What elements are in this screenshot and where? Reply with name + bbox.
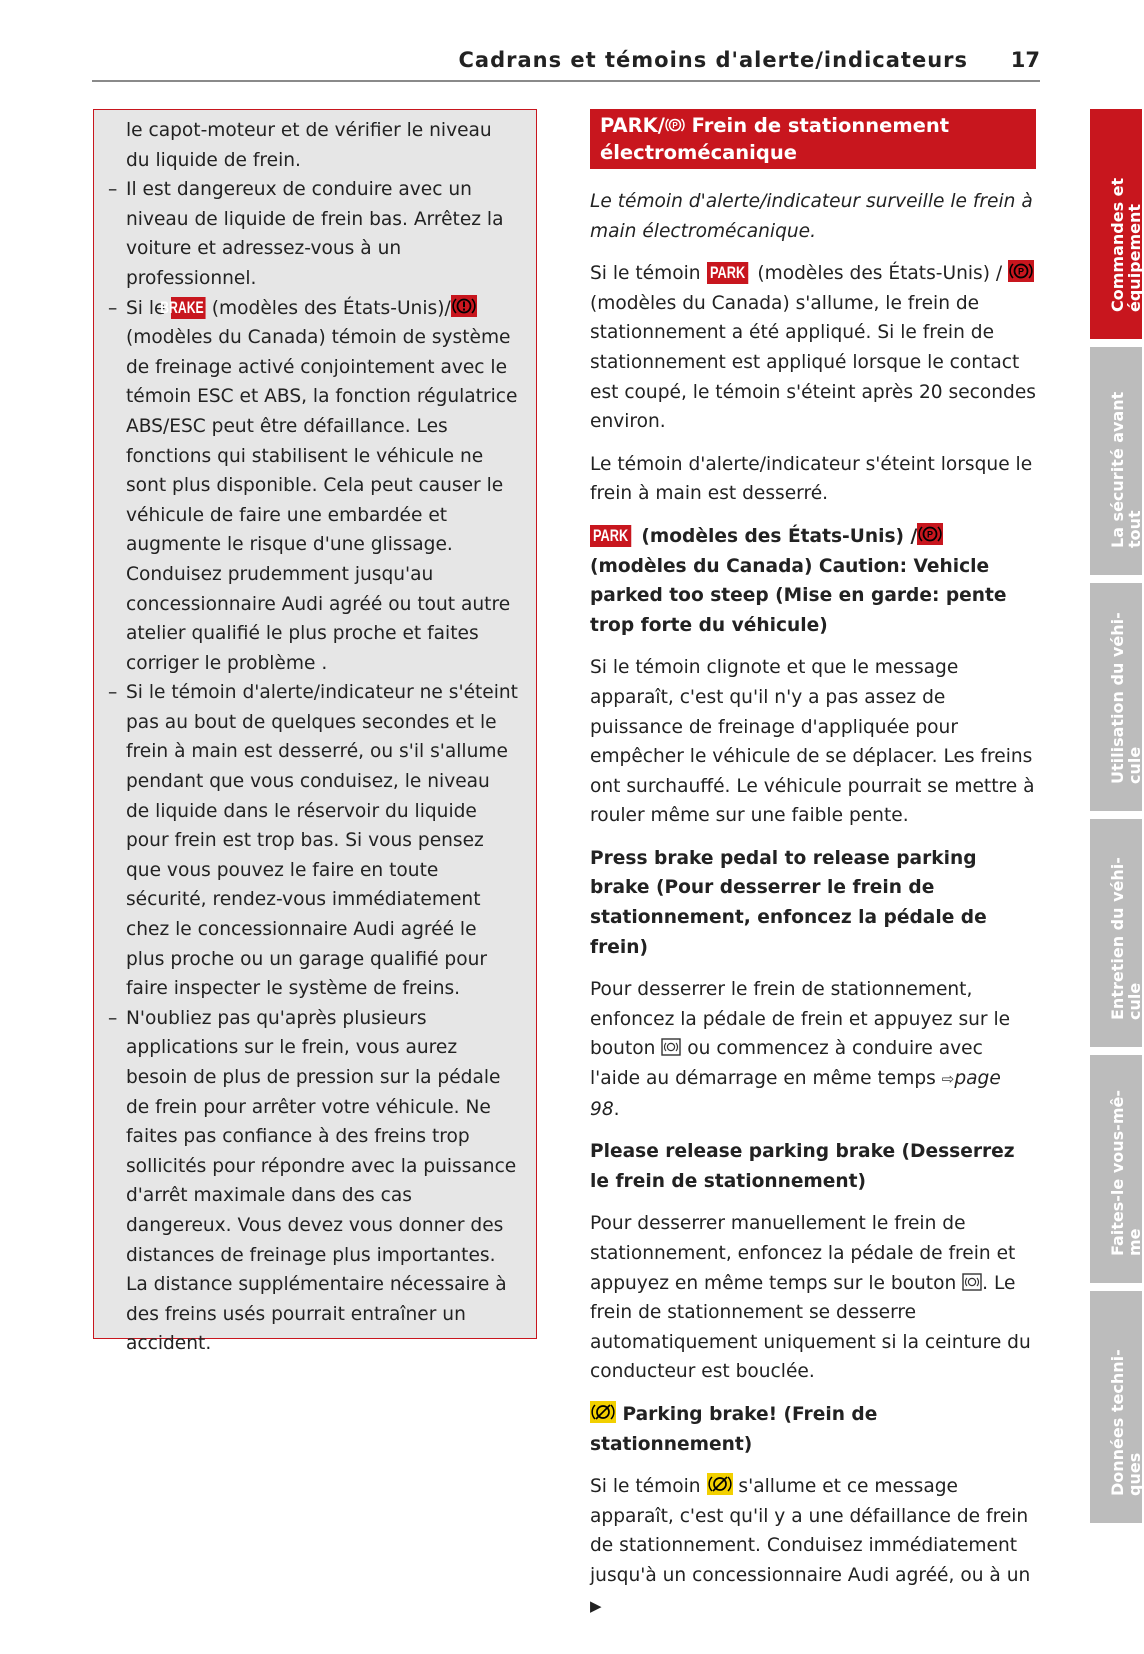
parking-brake-red-icon: [1008, 260, 1034, 282]
tab-faites-le-vous-meme[interactable]: Faites-le vous-mê- me: [1090, 1055, 1142, 1283]
warning-item: – Il est dangereux de conduire avec un niveau de liquide de frein bas. Arrêtez la voiture et adressez-vous à un professionnel.: [108, 179, 504, 289]
page-number: 17: [1010, 48, 1040, 72]
parking-brake-fault-icon: [707, 1473, 733, 1495]
tab-commandes-equipement[interactable]: Commandes et équipement: [1090, 109, 1142, 339]
brake-badge: BRAKE: [171, 297, 206, 319]
park-badge: PARK: [590, 525, 631, 547]
continue-arrow-icon: ▶: [590, 1596, 602, 1615]
svg-text:P: P: [927, 529, 934, 540]
warning-item: – Si le témoin d'alerte/indicateur ne s'éteint pas au bout de quelques secondes et le frein à main est desserré, ou s'il s'allume pendant que vous conduisez, le niveau de liquide dans le réservoir du liquide pour frein est trop bas. Si vous pensez que vous pouvez le faire en toute sécurité, rendez-vous immédiatement chez le concessionnaire Audi agréé le plus proche ou un garage qualifié pour faire inspecter le système de freins.: [108, 682, 518, 1000]
page-header: [92, 44, 1040, 82]
paragraph: Si le témoin clignote et que le message apparaît, c'est qu'il n'y a pas assez de puissance de freinage d'appliquée pour empêcher le véhicule de se déplacer. Les freins ont surchauffé. Le véhicule pourrait se mettre à rouler même sur une faible pente.: [590, 657, 1035, 827]
section-lead: Le témoin d'alerte/indicateur surveille le frein à main électromécanique.: [590, 191, 1033, 242]
parking-button-icon: [661, 1038, 681, 1056]
parking-circle-icon: [665, 116, 685, 134]
warning-item: – N'oubliez pas qu'après plusieurs applications sur le frein, vous aurez besoin de plus de pression sur la pédale de frein pour arrêter votre véhicule. Ne faites pas confiance à des freins trop sollicités pour répondre avec la puissance d'arrêt maximale dans des cas dangereux. Vous devez vous donner des distances de freinage plus importantes. La distance supplémentaire nécessaire à des freins usés pourrait entraîner un accident.: [108, 1007, 517, 1355]
tab-securite[interactable]: La sécurité avant tout: [1090, 347, 1142, 575]
paragraph: Si le témoin s'allume et ce message apparaît, c'est qu'il y a une défaillance de frein de stationnement. Conduisez immédiatement jusqu'à un concessionnaire Audi agréé, ou à un ▶: [590, 1472, 1036, 1621]
tab-donnees-techniques[interactable]: Données techni- ques: [1090, 1291, 1142, 1523]
page-reference-link[interactable]: page 98: [590, 1068, 1001, 1120]
subheading: Parking brake! (Frein de stationnement): [590, 1400, 1036, 1459]
brake-warning-icon: [451, 295, 477, 317]
park-badge: PARK: [707, 262, 748, 284]
warning-box: [93, 109, 537, 1355]
subheading: Please release parking brake (Desserrez le frein de stationnement): [590, 1141, 1015, 1192]
parking-button-icon: [962, 1273, 982, 1291]
subheading: PARK (modèles des États-Unis) / P (modèles du Canada) Caution: Vehicle parked too steep (Mise en garde: pente trop forte du véhicule): [590, 522, 1036, 640]
reference-arrow-icon: ⇨: [941, 1070, 955, 1089]
running-title: Cadrans et témoins d'alerte/indicateurs: [458, 48, 968, 72]
tab-utilisation-vehicule[interactable]: Utilisation du véhi- cule: [1090, 583, 1142, 811]
svg-text:P: P: [672, 121, 678, 130]
parking-brake-fault-icon: [590, 1401, 616, 1423]
warning-item: – Si le BRAKE (modèles des États-Unis)/ (modèles du Canada) témoin de système de freinage activé conjointement avec le témoin ESC et ABS, la fonction régulatrice ABS/ESC peut être défaillance. Les fonctions qui stabilisent le véhicule ne sont plus disponible. Cela peut causer le véhicule de faire une embardée et augmente le risque d'une glissage. Conduisez prudemment jusqu'au concessionnaire Audi agréé ou tout autre atelier qualifié le plus proche et faites corriger le problème .: [108, 294, 518, 679]
subheading: Press brake pedal to release parking brake (Pour desserrer le frein de stationnement, enfoncez la pédale de frein): [590, 847, 987, 958]
parking-brake-red-icon: [917, 523, 943, 545]
paragraph: Pour desserrer le frein de stationnement, enfoncez la pédale de frein et appuyez sur le bouton ou commencez à conduire avec l'aide au démarrage en même temps ⇨page 98.: [590, 979, 1011, 1120]
section-title: PARK/ P Frein de stationnement électromécanique: [590, 109, 1036, 169]
main-column: [590, 109, 1036, 1621]
warning-continuation: le capot-moteur et de vérifier le niveau du liquide de frein.: [126, 120, 492, 171]
svg-text:P: P: [1018, 266, 1025, 277]
tab-entretien-vehicule[interactable]: Entretien du véhi- cule: [1090, 819, 1142, 1047]
paragraph: Le témoin d'alerte/indicateur s'éteint lorsque le frein à main est desserré.: [590, 453, 1033, 505]
paragraph: Si le témoin PARK (modèles des États-Unis) / P (modèles du Canada) s'allume, le frein de stationnement a été appliqué. Si le frein de stationnement est appliqué lorsque le contact est coupé, le témoin s'éteint après 20 secondes environ.: [590, 259, 1036, 437]
paragraph: Pour desserrer manuellement le frein de stationnement, enfoncez la pédale de frein et appuyez en même temps sur le bouton . Le frein de stationnement se desserre automatiquement uniquement si la ceinture du conducteur est bouclée.: [590, 1213, 1031, 1383]
chapter-tabs: [1090, 109, 1142, 1549]
